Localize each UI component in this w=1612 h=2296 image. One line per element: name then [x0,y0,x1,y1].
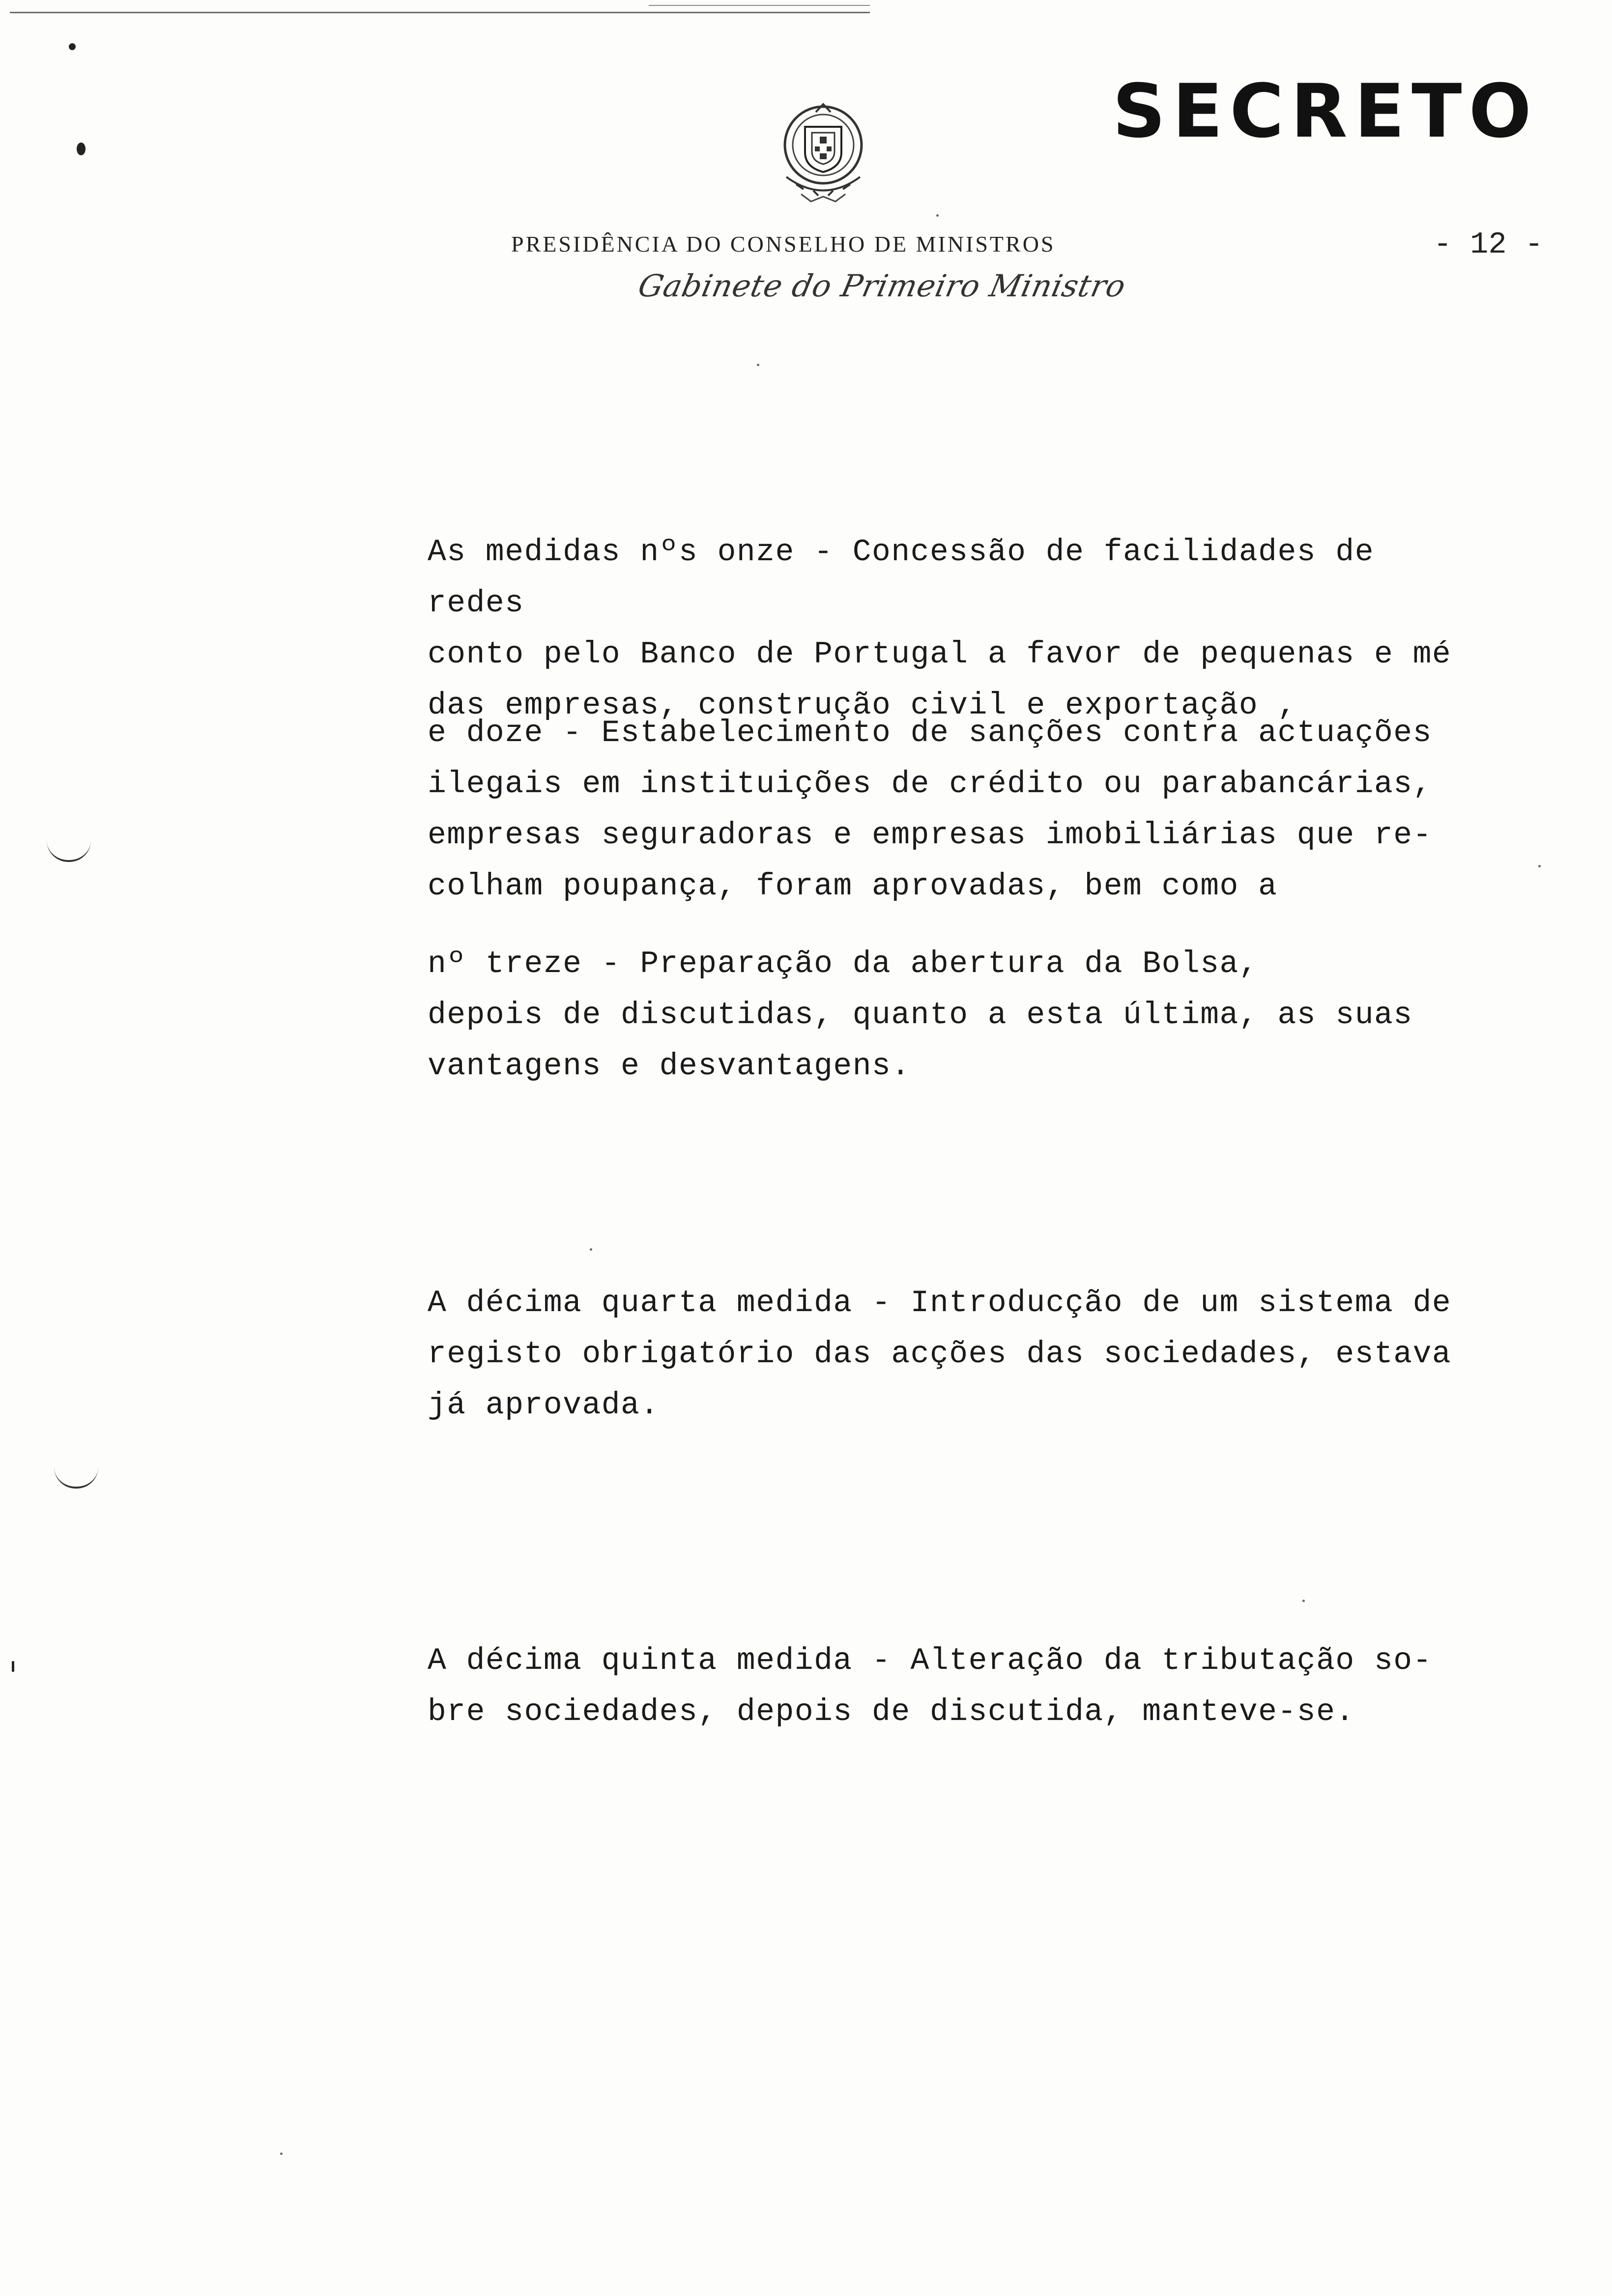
top-edge-line [10,12,870,13]
paragraph-measure-fourteen: A décima quarta medida - Introducção de um sistema de registo obrigatório das acções das sociedades, estava já aprovada. [428,1286,1452,1423]
ministry-header-title: PRESIDÊNCIA DO CONSELHO DE MINISTROS [511,231,1056,257]
binding-mark [54,1467,98,1489]
scan-speck [1538,865,1541,867]
classification-stamp: SECRETO [1112,69,1538,154]
scan-speck [1302,1600,1305,1602]
margin-mark [12,1661,14,1672]
punch-mark [77,143,86,155]
paragraph-measure-fifteen: A décima quinta medida - Alteração da tributação so- bre sociedades, depois de discutida, manteve-se. [428,1643,1432,1729]
coat-of-arms-icon [767,98,880,216]
scan-speck [280,2152,283,2155]
paragraph-measure-thirteen: nº treze - Preparação da abertura da Bolsa, depois de discutidas, quanto a esta última, as suas vantagens e desvantagens. [428,947,1413,1084]
paragraph-measures-eleven: As medidas nºs onze - Concessão de facilidades de redes conto pelo Banco de Portugal a favor de pequenas e mé das empresas, construção civil e exportação , [428,535,1452,723]
paragraph-measure-twelve: e doze - Estabelecimento de sanções contra actuações ilegais em instituições de crédito ou parabancárias, empresas seguradoras e empresas imobiliárias que re- colham poupança, foram aprovadas, bem como a [428,716,1432,904]
binding-mark [47,840,91,862]
page-number: - 12 - [1433,227,1543,262]
top-edge-line-secondary [649,5,870,6]
cabinet-subtitle: Gabinete do Primeiro Ministro [635,268,1129,304]
scan-speck [936,214,939,217]
scan-speck [590,1248,592,1251]
scan-speck [757,364,759,366]
punch-mark [69,43,76,50]
